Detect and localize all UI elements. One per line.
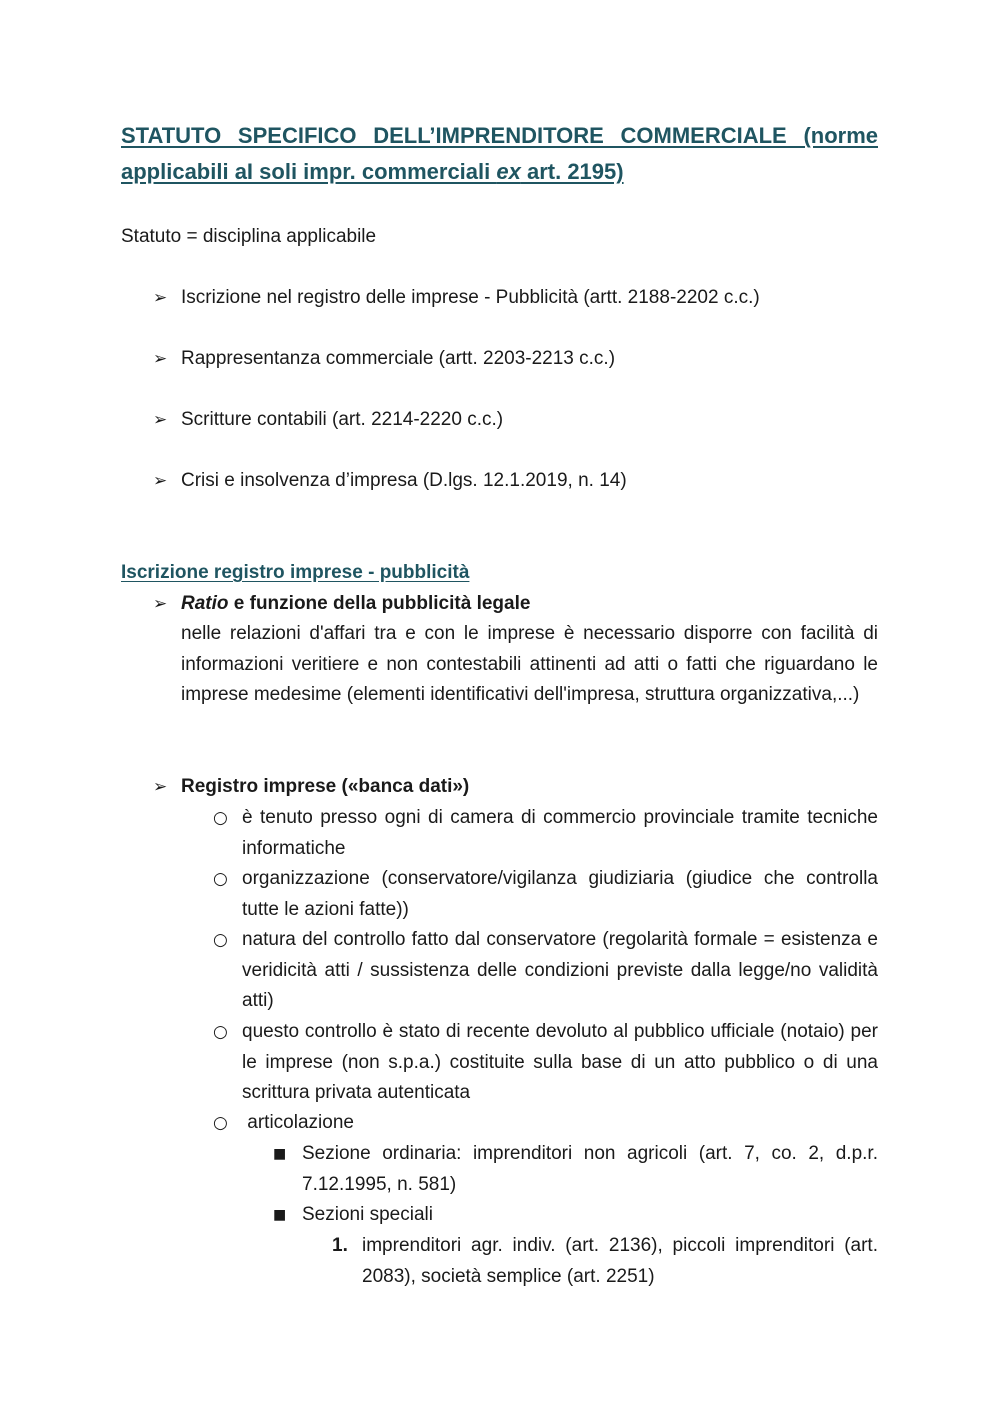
arrow-bullet-icon: ➢ xyxy=(153,471,168,491)
registro-list-item xyxy=(213,925,878,1017)
ratio-heading xyxy=(153,589,878,620)
arrow-bullet-icon: ➢ xyxy=(153,410,168,430)
ratio-heading-text xyxy=(181,589,878,620)
ratio-heading-rest: e funzione della pubblicità legale xyxy=(228,593,531,614)
top-bullet-item xyxy=(153,344,878,375)
list-number: 1. xyxy=(332,1235,348,1256)
title-text-after: art. 2195) xyxy=(520,159,624,184)
arrow-bullet-icon: ➢ xyxy=(153,349,168,369)
top-bullet-text: Iscrizione nel registro delle imprese - Pubblicità (artt. 2188-2202 c.c.) xyxy=(181,287,760,308)
registro-list-item xyxy=(213,864,878,925)
top-bullet-text: Scritture contabili (art. 2214-2220 c.c.) xyxy=(181,409,504,430)
statuto-definition: Statuto = disciplina applicabile xyxy=(121,226,377,247)
articolazione-list-item xyxy=(273,1139,878,1200)
top-bullet-item xyxy=(153,466,878,497)
registro-item-text: questo controllo è stato di recente devoluto al pubblico ufficiale (notaio) per le imprese (non s.p.a.) costituite sulla base di un atto pubblico o di una scrittura privata autenticata xyxy=(242,1021,878,1103)
registro-item-text: organizzazione (conservatore/vigilanza giudiziaria (giudice che controlla tutte le azioni fatte)) xyxy=(242,868,878,920)
registro-list-item xyxy=(213,803,878,864)
registro-item-text: articolazione xyxy=(242,1112,354,1133)
ratio-paragraph: nelle relazioni d'affari tra e con le imprese è necessario disporre con facilità di informazioni veritiere e non contestabili attinenti ad atti o fatti che riguardano le imprese medesime (elementi identificativi dell'impresa, struttura organizzativa,...) xyxy=(181,623,878,705)
registro-list-item xyxy=(213,1017,878,1109)
top-bullet-item xyxy=(153,283,878,314)
arrow-bullet-icon: ➢ xyxy=(153,288,168,308)
title-ex-italic: ex xyxy=(496,159,521,184)
articolazione-item-text: Sezioni speciali xyxy=(302,1204,433,1225)
document-title-line1: STATUTO SPECIFICO DELL’IMPRENDITORE COMMERCIALE (norme xyxy=(121,123,878,148)
arrow-bullet-icon: ➢ xyxy=(153,777,168,797)
sezioni-speciali-list-item xyxy=(332,1231,878,1292)
circle-bullet-icon: ○ xyxy=(213,930,228,950)
registro-heading-text: Registro imprese («banca dati») xyxy=(181,776,470,797)
sezioni-speciali-item-text: imprenditori agr. indiv. (art. 2136), piccoli imprenditori (art. 2083), società semplice (art. 2251) xyxy=(362,1235,878,1287)
registro-item-text: natura del controllo fatto dal conservatore (regolarità formale = esistenza e veridicità atti / sussistenza delle condizioni previste dalla legge/no validità atti) xyxy=(242,929,878,1011)
circle-bullet-icon: ○ xyxy=(213,1113,228,1133)
registro-heading xyxy=(153,772,878,803)
arrow-bullet-icon: ➢ xyxy=(153,594,168,614)
top-bullet-item xyxy=(153,405,878,436)
top-bullet-text: Rappresentanza commerciale (artt. 2203-2213 c.c.) xyxy=(181,348,616,369)
top-bullet-text: Crisi e insolvenza d’impresa (D.lgs. 12.1.2019, n. 14) xyxy=(181,470,627,491)
document-title-line2 xyxy=(121,154,878,190)
circle-bullet-icon: ○ xyxy=(213,808,228,828)
title-text-before: applicabili aI soli impr. commerciali xyxy=(121,159,497,184)
square-bullet-icon: ■ xyxy=(273,1146,287,1162)
circle-bullet-icon: ○ xyxy=(213,869,228,889)
square-bullet-icon: ■ xyxy=(273,1207,287,1223)
articolazione-item-text: Sezione ordinaria: imprenditori non agricoli (art. 7, co. 2, d.p.r. 7.12.1995, n. 581) xyxy=(302,1143,878,1195)
ratio-italic: Ratio xyxy=(181,593,229,614)
articolazione-list-item xyxy=(273,1200,878,1231)
registro-item-text: è tenuto presso ogni di camera di commercio provinciale tramite tecniche informatiche xyxy=(242,807,878,859)
document-title xyxy=(121,118,878,190)
section-title: Iscrizione registro imprese - pubblicità xyxy=(121,562,470,583)
circle-bullet-icon: ○ xyxy=(213,1022,228,1042)
registro-list-item xyxy=(213,1108,878,1139)
